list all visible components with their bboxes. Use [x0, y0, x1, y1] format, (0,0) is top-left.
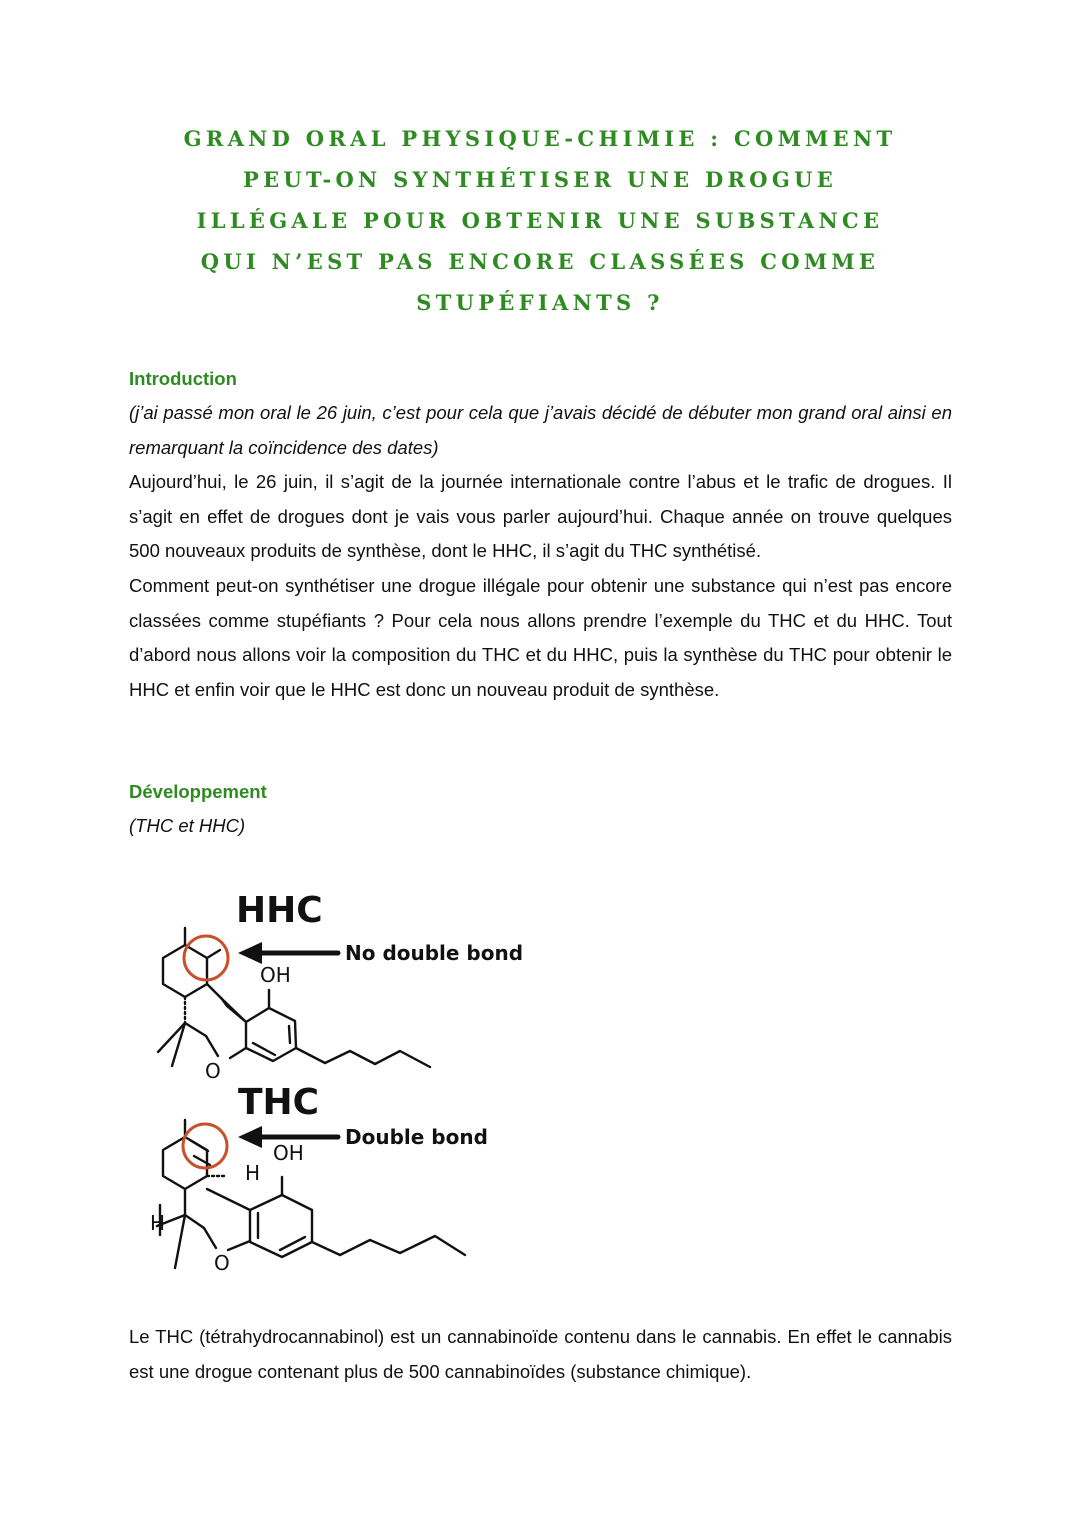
thc-h-top-label: H [245, 1161, 261, 1185]
hhc-o-label: O [205, 1059, 221, 1083]
molecule-diagram [130, 880, 530, 1280]
introduction-problem: Comment peut-on synthétiser une drogue illégale pour obtenir une substance qui n’est pas encore classées comme stupéfiants ? Pour cela nous allons prendre l’exemple du THC et du HHC. Tout d’abord nous allons voir la composition du THC et du HHC, puis la synthèse du THC pour obtenir le HHC et enfin voir que le HHC est donc un nouveau produit de synthèse. [129, 574, 952, 700]
closing-paragraph [129, 1320, 952, 1389]
introduction-section [129, 396, 952, 707]
thc-o-label: O [214, 1251, 230, 1275]
title-line-5: STUPÉFIANTS ? [416, 290, 664, 315]
thc-note: Double bond [345, 1125, 488, 1149]
hhc-wedge-bond [222, 999, 246, 1022]
title-line-2: PEUT-ON SYNTHÉTISER UNE DROGUE [242, 167, 838, 192]
hhc-oh-label: OH [260, 963, 291, 987]
thc-title: THC [238, 1082, 320, 1123]
molecule-figure [130, 880, 530, 1280]
hhc-title: HHC [236, 890, 323, 931]
closing-text: Le THC (tétrahydrocannabinol) est un cannabinoïde contenu dans le cannabis. En effet le cannabis est une drogue contenant plus de 500 cannabinoïdes (substance chimique). [129, 1326, 952, 1382]
development-heading: Développement [129, 781, 267, 802]
introduction-heading: Introduction [129, 368, 237, 389]
hhc-arrow [238, 942, 338, 964]
thc-oh-label: OH [273, 1141, 304, 1165]
hhc-note: No double bond [345, 941, 524, 965]
title-line-1: GRAND ORAL PHYSIQUE-CHIMIE : COMMENT [183, 126, 897, 151]
introduction-body: Aujourd’hui, le 26 juin, il s’agit de la journée internationale contre l’abus et le trafic de drogues. Il s’agit en effet de drogues dont je vais vous parler aujourd’hui. Chaque année on trouve quelques 500 nouveaux produits de synthèse, dont le HHC, il s’agit du THC synthétisé. [129, 471, 952, 562]
introduction-note: (j’ai passé mon oral le 26 juin, c’est pour cela que j’avais décidé de débuter mon grand oral ainsi en remarquant la coïncidence des dates) [129, 402, 952, 458]
thc-h-left-label: H [150, 1211, 166, 1235]
document-title [120, 118, 960, 323]
title-line-4: QUI N’EST PAS ENCORE CLASSÉES COMME [200, 249, 880, 274]
title-line-3: ILLÉGALE POUR OBTENIR UNE SUBSTANCE [196, 208, 884, 233]
development-subheading: (THC et HHC) [129, 815, 246, 836]
